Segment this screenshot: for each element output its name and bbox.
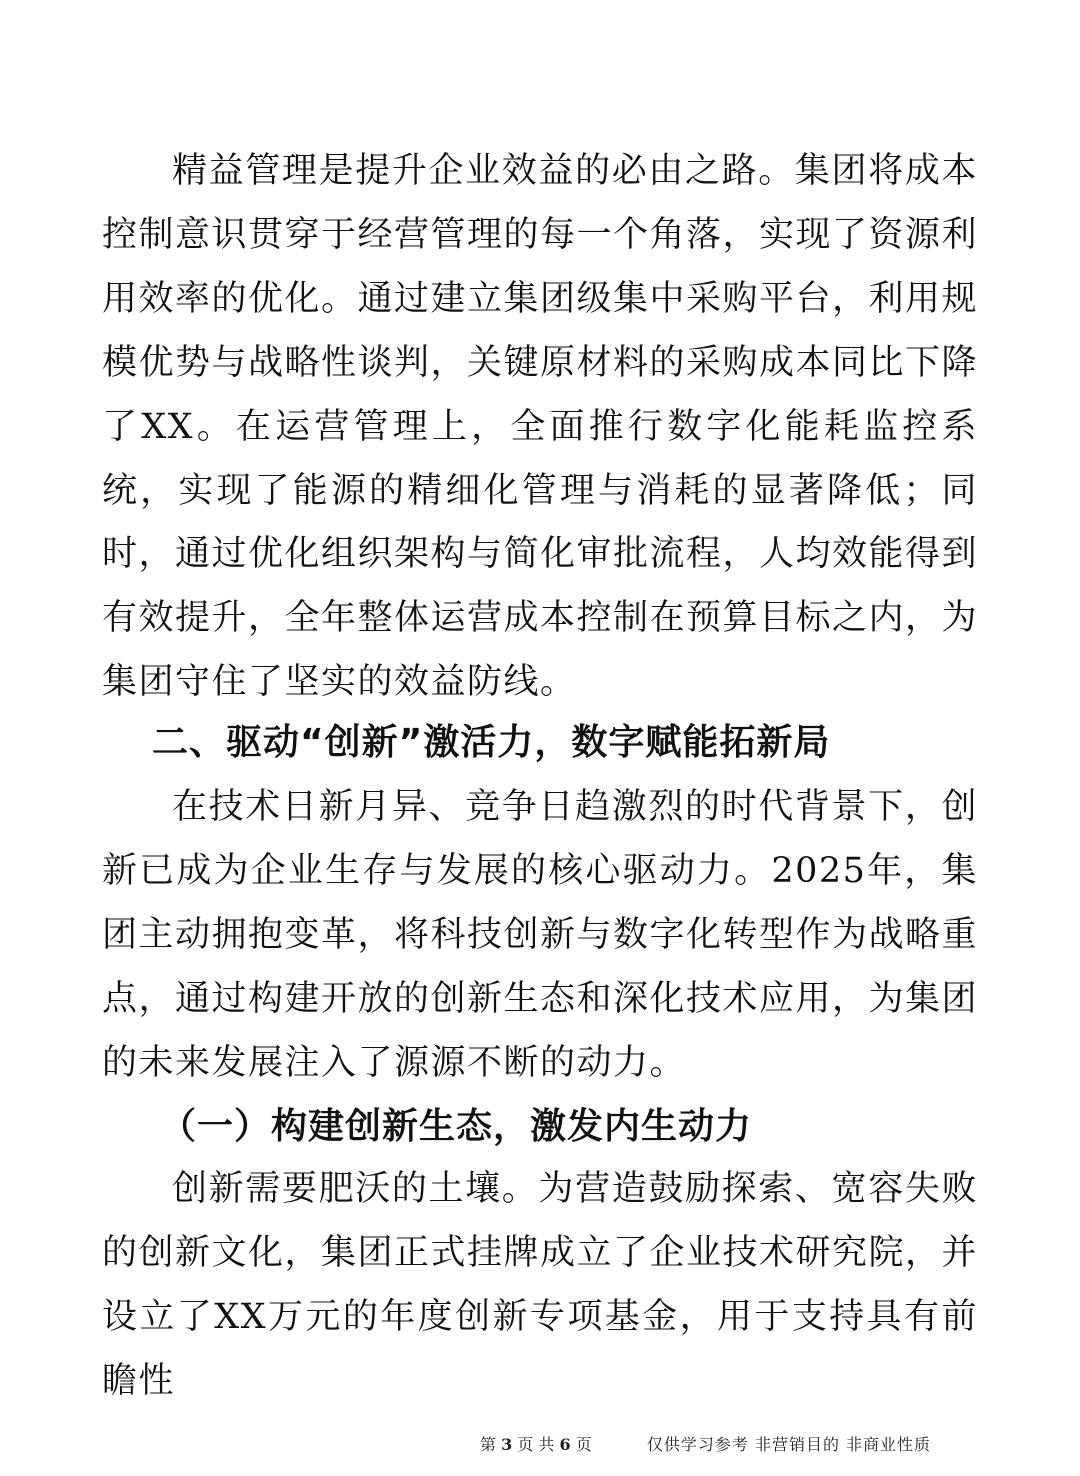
page-footer bbox=[480, 1432, 931, 1455]
subsection-heading: （一）构建创新生态，激发内生动力 bbox=[160, 1106, 753, 1147]
usage-notice: 仅供学习参考 非营销目的 非商业性质 bbox=[646, 1435, 932, 1454]
section-heading: 二、驱动“创新”激活力，数字赋能拓新局 bbox=[152, 722, 831, 763]
body-paragraph: 创新需要肥沃的土壤。为营造鼓励探索、宽容失败的创新文化，集团正式挂牌成立了企业技术研究院，并设立了XX万元的年度创新专项基金，用于支持具有前瞻性 bbox=[102, 1169, 979, 1401]
body-paragraph: 精益管理是提升企业效益的必由之路。集团将成本控制意识贯穿于经营管理的每一个角落，实现了资源利用效率的优化。通过建立集团级集中采购平台，利用规模优势与战略性谈判，关键原材料的采购成本同比下降了XX。在运营管理上，全面推行数字化能耗监控系统，实现了能源的精细化管理与消耗的显著降低；同时，通过优化组织架构与简化审批流程，人均效能得到有效提升，全年整体运营成本控制在预算目标之内，为集团守住了坚实的效益防线。 bbox=[102, 151, 979, 703]
current-page-number: 3 bbox=[501, 1435, 513, 1454]
page-prefix: 第 bbox=[480, 1435, 497, 1454]
body-paragraph: 在技术日新月异、竞争日趋激烈的时代背景下，创新已成为企业生存与发展的核心驱动力。2025年，集团主动拥抱变革，将科技创新与数字化转型作为战略重点，通过构建开放的创新生态和深化技术应用，为集团的未来发展注入了源源不断的动力。 bbox=[102, 787, 979, 1083]
page-suffix: 页 bbox=[575, 1435, 592, 1454]
page-mid: 页 共 bbox=[517, 1435, 555, 1454]
total-pages-number: 6 bbox=[559, 1435, 571, 1454]
